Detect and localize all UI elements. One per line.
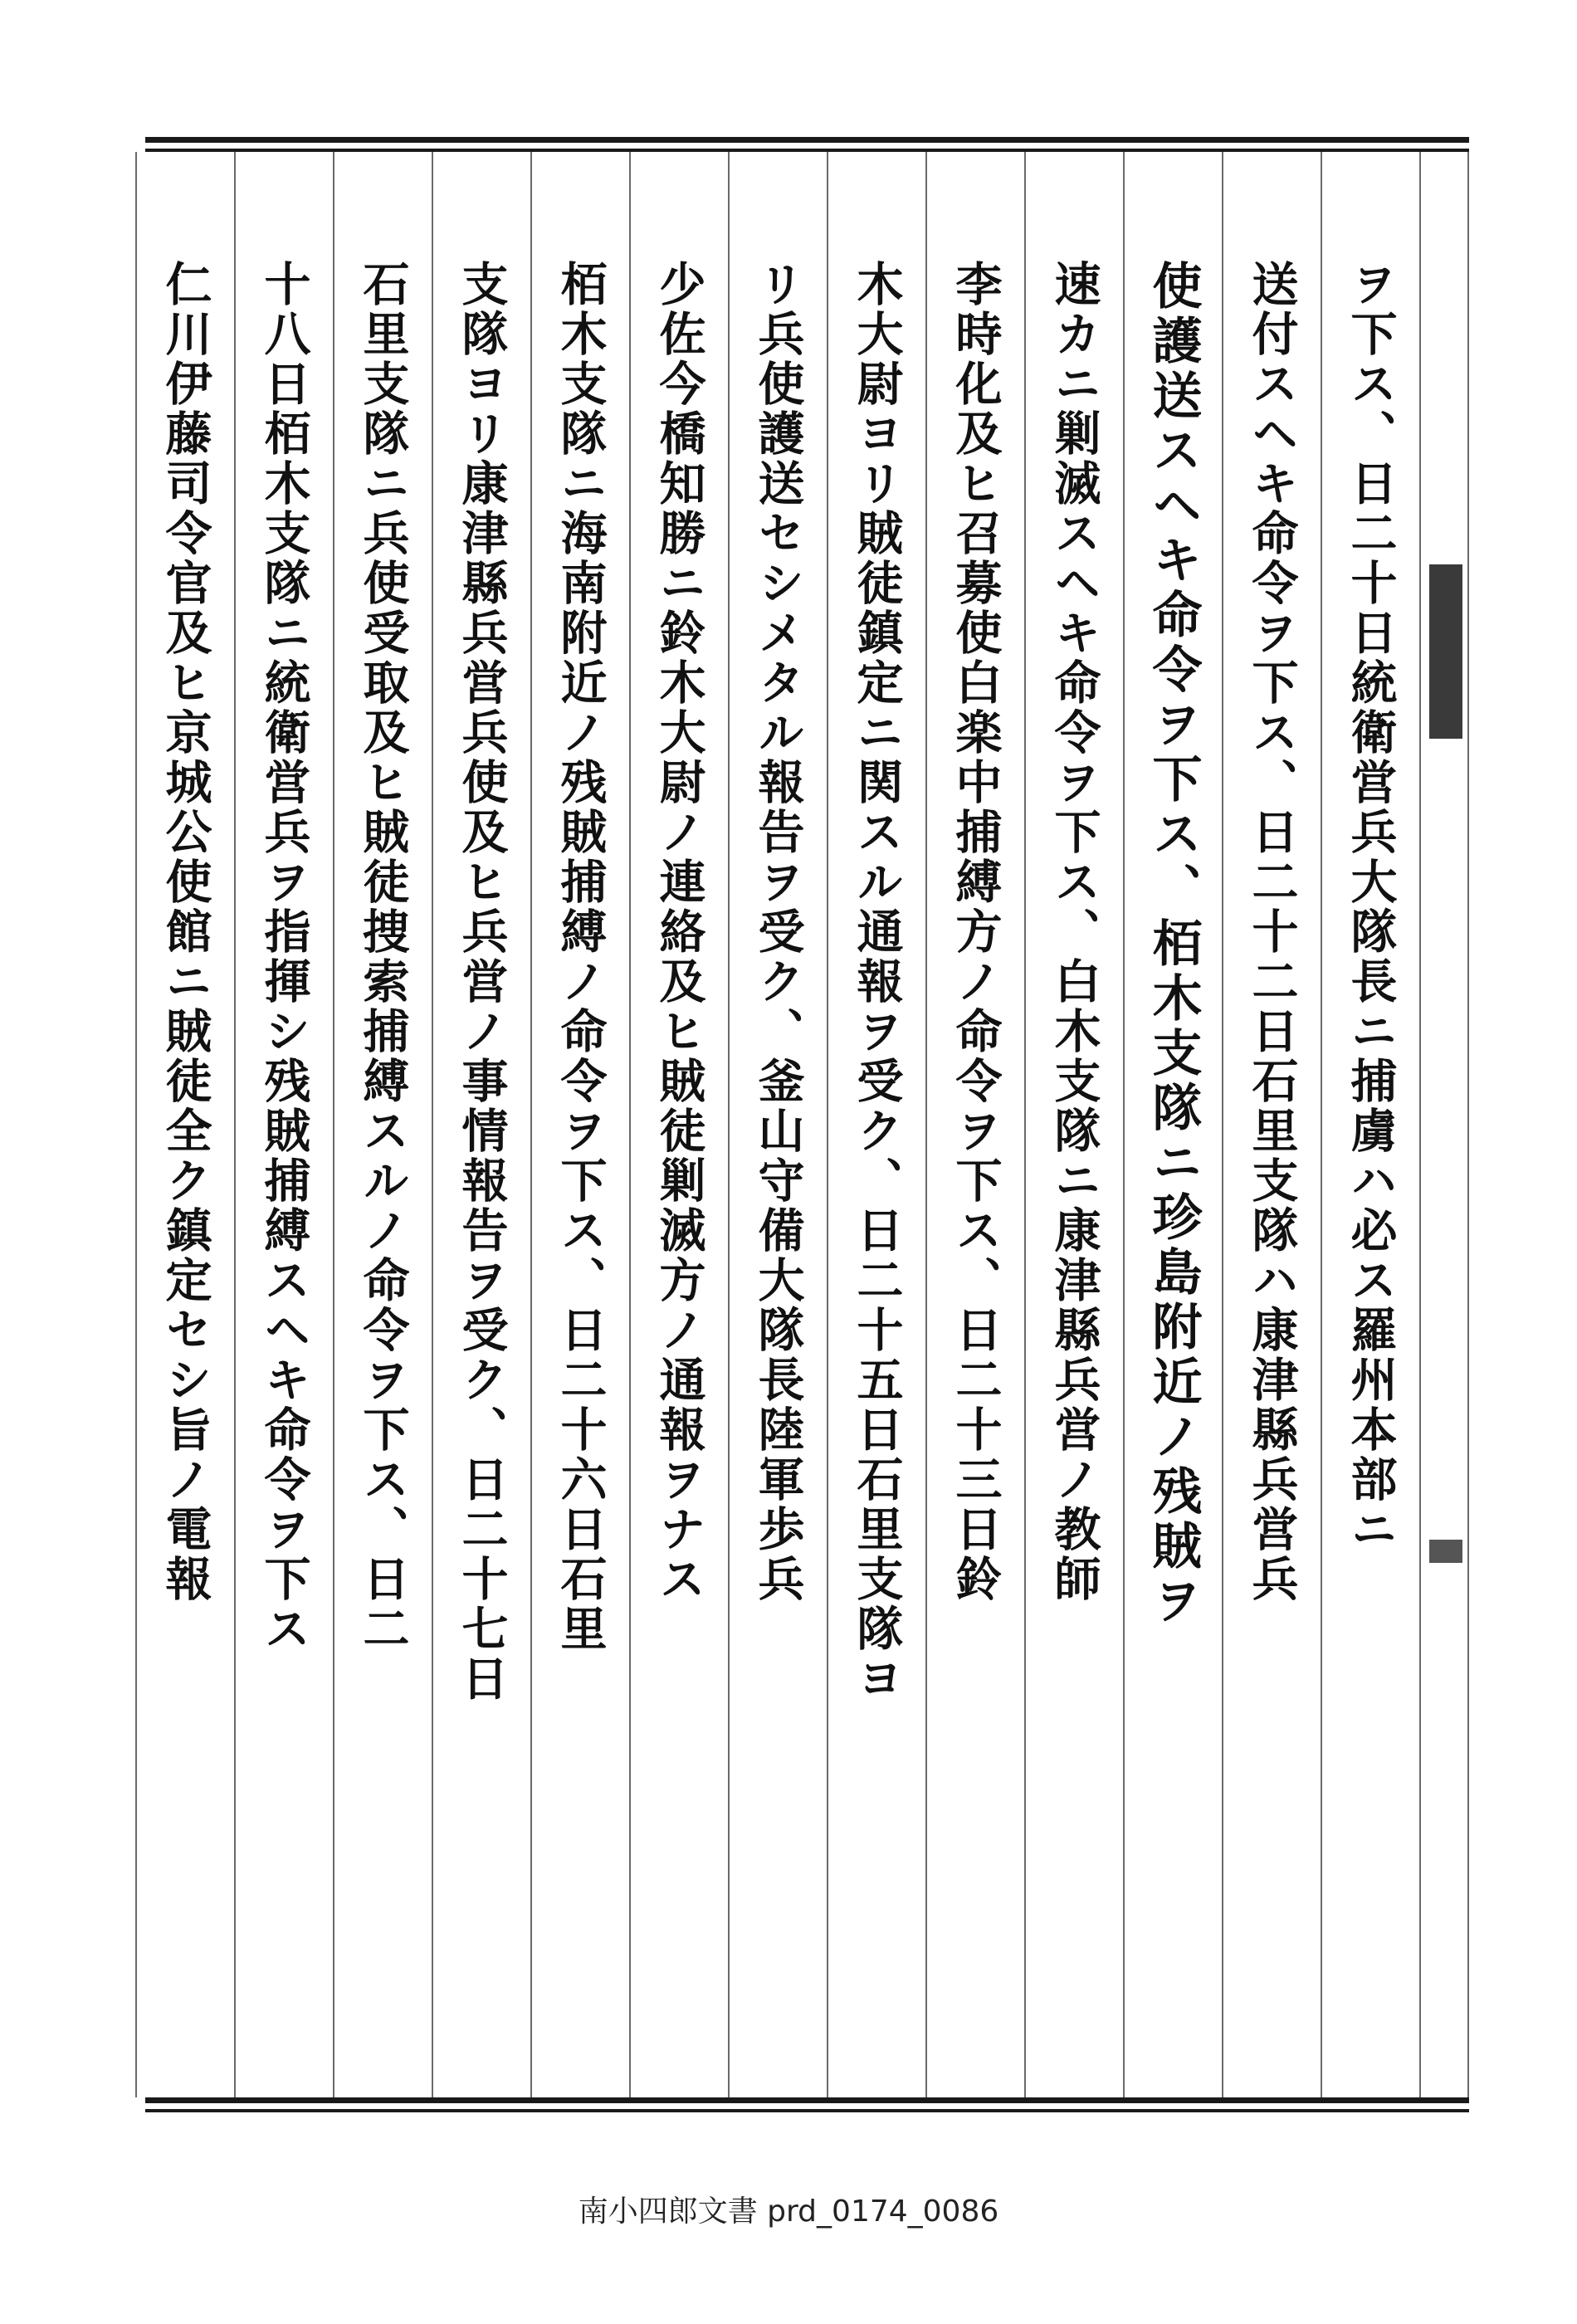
- column-text: 李時化及ヒ召募使白楽中捕縛方ノ命令ヲ下ス、日二十三日鈴: [948, 260, 1003, 1604]
- column-text: 木大尉ヨリ賊徒鎮定ニ関スル通報ヲ受ク、日二十五日石里支隊ヨ: [849, 260, 905, 1704]
- column-text: 速カニ剿滅スヘキ命令ヲ下ス、白木支隊ニ康津縣兵営ノ教師: [1047, 260, 1102, 1604]
- column-text: 栢木支隊ニ海南附近ノ残賊捕縛ノ命令ヲ下ス、日二十六日石里: [553, 260, 608, 1654]
- column-text: 送付スヘキ命令ヲ下ス、日二十二日石里支隊ハ康津縣兵営兵: [1244, 260, 1300, 1604]
- document-caption: 南小四郎文書 prd_0174_0086: [578, 2195, 999, 2229]
- column-text: リ兵使護送セシメタル報告ヲ受ク、釜山守備大隊長陸軍歩兵: [750, 260, 806, 1604]
- text-column-8: [629, 152, 728, 2097]
- column-text: 仁川伊藤司令官及ヒ京城公使館ニ賊徒全ク鎮定セシ旨ノ電報: [158, 260, 213, 1604]
- column-text: ヲ下ス、日二十日統衛営兵大隊長ニ捕虜ハ必ス羅州本部ニ: [1343, 260, 1399, 1555]
- text-column-9: [530, 152, 629, 2097]
- column-text: 十八日栢木支隊ニ統衛営兵ヲ指揮シ残賊捕縛スヘキ命令ヲ下ス: [256, 260, 312, 1654]
- top-rule: [145, 137, 1469, 152]
- text-columns: [145, 152, 1469, 2097]
- text-column-3: [1123, 152, 1222, 2097]
- text-column-13: [135, 152, 234, 2097]
- bottom-rule: [145, 2097, 1469, 2112]
- text-column-11: [333, 152, 432, 2097]
- text-column-6: [827, 152, 925, 2097]
- text-column-2: [1222, 152, 1321, 2097]
- text-column-5: [925, 152, 1024, 2097]
- margin-column-right: [1419, 152, 1469, 2097]
- text-column-1: [1321, 152, 1419, 2097]
- column-text: 使護送スヘキ命令ヲ下ス、栢木支隊ニ珍島附近ノ残賊ヲ: [1144, 260, 1203, 1629]
- index-tick-marker: [1429, 1540, 1462, 1563]
- text-column-12: [234, 152, 333, 2097]
- text-column-4: [1024, 152, 1123, 2097]
- column-text: 少佐今橋知勝ニ鈴木大尉ノ連絡及ヒ賊徒剿滅方ノ通報ヲナス: [652, 260, 707, 1604]
- text-column-10: [432, 152, 530, 2097]
- column-text: 支隊ヨリ康津縣兵営兵使及ヒ兵営ノ事情報告ヲ受ク、日二十七日: [454, 260, 510, 1704]
- index-tab-marker: [1429, 564, 1462, 739]
- manuscript-frame: [145, 137, 1469, 2112]
- text-column-7: [728, 152, 827, 2097]
- column-text: 石里支隊ニ兵使受取及ヒ賊徒捜索捕縛スルノ命令ヲ下ス、日二: [355, 260, 411, 1654]
